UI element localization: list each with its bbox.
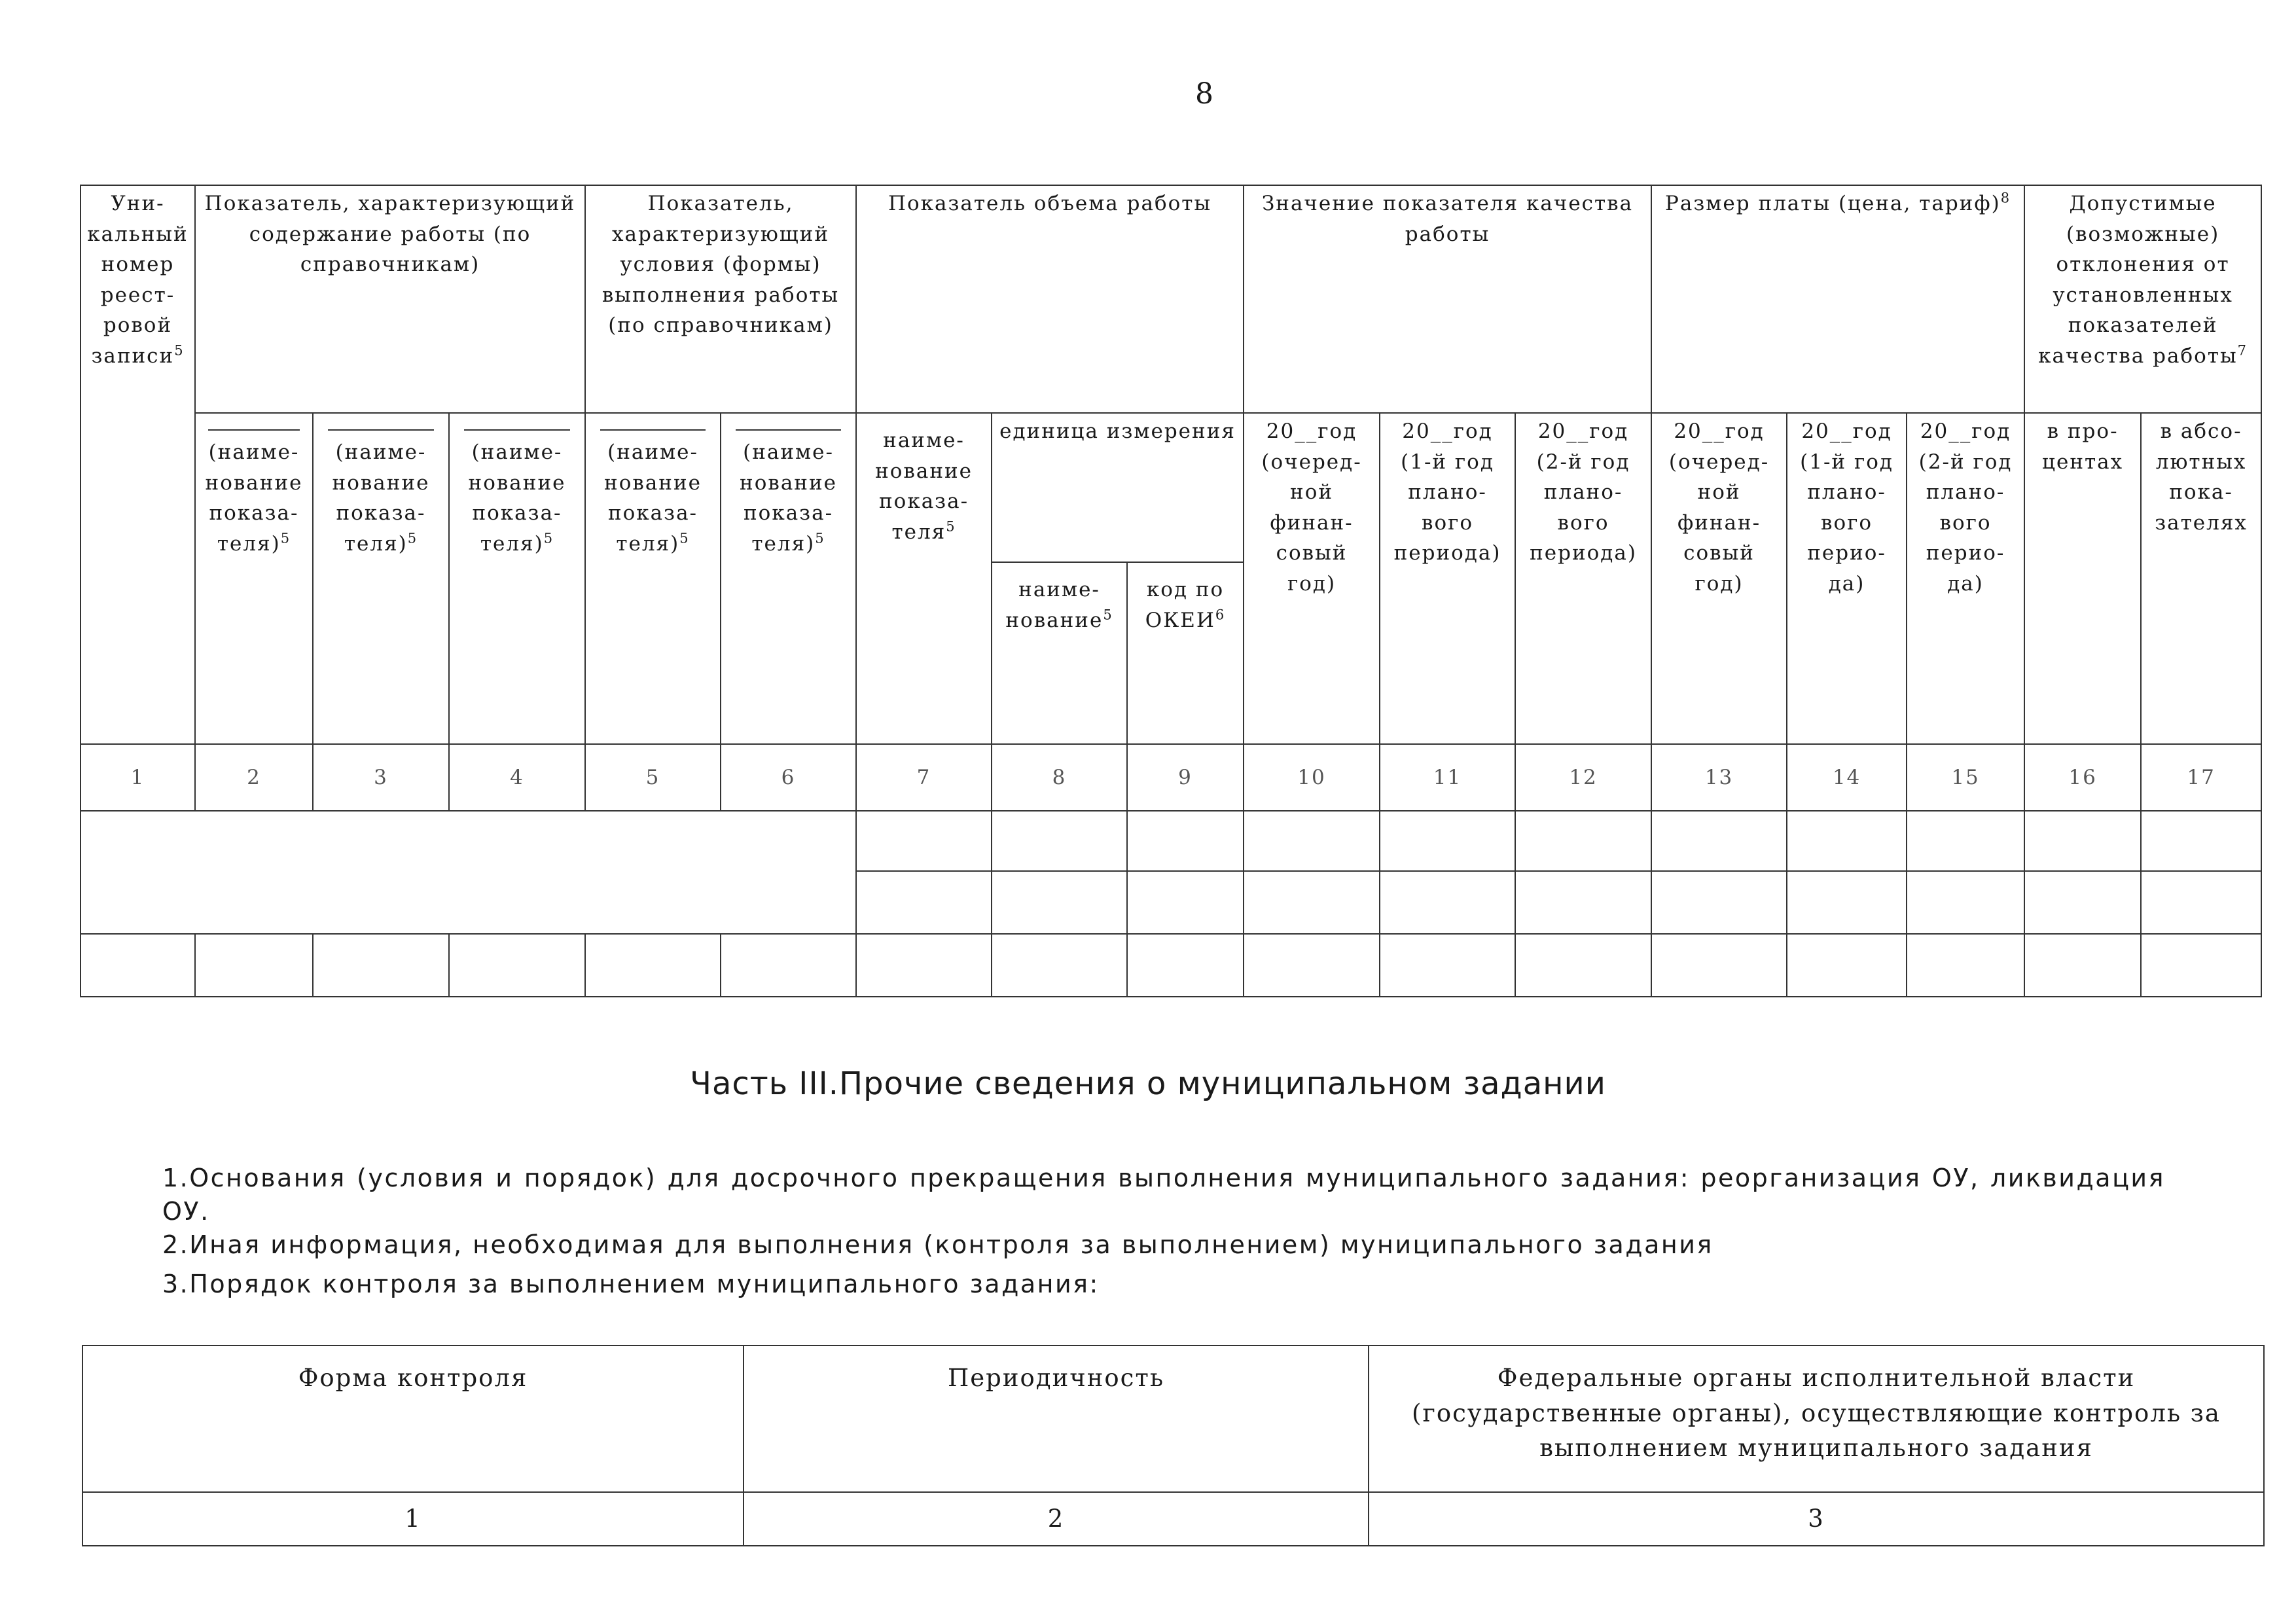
paragraph-control-procedure: 3.Порядок контроля за выполнением муниципального задания: xyxy=(162,1270,1100,1298)
header-deviation-percent: в про- центах xyxy=(2024,413,2141,744)
header-quality-year-2: 20__год (1-й год плано- вого периода) xyxy=(1380,413,1515,744)
header-indicator-name-4: (наиме- нование показа- теля)$^5$ xyxy=(585,413,721,744)
header-volume-indicator: Показатель объема работы xyxy=(856,185,1244,413)
column-number: 1 xyxy=(81,744,195,811)
column-number: 17 xyxy=(2141,744,2261,811)
header-volume-indicator-name: наиме- нование показа- теля$^5$ xyxy=(856,413,992,744)
header-unique-number: Уни- кальный номер реест- ровой записи$^5$ xyxy=(81,185,195,744)
column-number: 8 xyxy=(992,744,1127,811)
column-number: 12 xyxy=(1515,744,1651,811)
paragraph-other-info: 2.Иная информация, необходимая для выполнения (контроля за выполнением) муниципального задания xyxy=(162,1230,1713,1259)
control-authorities-header: Федеральные органы исполнительной власти (государственные органы), осуществляющие контроль за выполнением муниципального задания xyxy=(1369,1346,2264,1492)
header-quality-year-3: 20__год (2-й год плано- вого периода) xyxy=(1515,413,1651,744)
column-number: 9 xyxy=(1127,744,1244,811)
column-number: 3 xyxy=(1369,1492,2264,1546)
column-number: 4 xyxy=(449,744,585,811)
header-unit-name: наиме- нование$^5$ xyxy=(992,562,1127,744)
column-number: 1 xyxy=(82,1492,744,1546)
header-unit-of-measure: единица измерения xyxy=(992,413,1244,562)
header-deviation-absolute: в абсо- лютных пока- зателях xyxy=(2141,413,2261,744)
column-number-row xyxy=(81,744,2261,811)
work-quality-table xyxy=(80,185,2262,997)
column-number: 7 xyxy=(856,744,992,811)
table-row xyxy=(81,934,2261,997)
column-number: 5 xyxy=(585,744,721,811)
header-price-year-1: 20__год (очеред- ной финан- совый год) xyxy=(1651,413,1787,744)
empty-merged-cell xyxy=(81,811,856,934)
column-number: 16 xyxy=(2024,744,2141,811)
control-periodicity-header: Периодичность xyxy=(744,1346,1369,1492)
header-unit-okei-code: код по ОКЕИ$^6$ xyxy=(1127,562,1244,744)
header-price: Размер платы (цена, тариф)$^8$ xyxy=(1651,185,2024,413)
control-form-header: Форма контроля xyxy=(82,1346,744,1492)
header-indicator-name-3: (наиме- нование показа- теля)$^5$ xyxy=(449,413,585,744)
column-number: 3 xyxy=(313,744,449,811)
header-indicator-name-5: (наиме- нование показа- теля)$^5$ xyxy=(721,413,856,744)
column-number: 14 xyxy=(1787,744,1907,811)
column-number: 2 xyxy=(195,744,313,811)
header-indicator-name-1: (наиме- нование показа- теля)$^5$ xyxy=(195,413,313,744)
paragraph-termination-grounds: 1.Основания (условия и порядок) для досрочного прекращения выполнения муниципального задания: реорганизация ОУ, ликвидация ОУ. xyxy=(162,1164,2165,1226)
part-title: Часть III.Прочие сведения о муниципальном задании xyxy=(690,1065,1606,1102)
header-price-year-3: 20__год (2-й год плано- вого перио- да) xyxy=(1907,413,2024,744)
header-quality-year-1: 20__год (очеред- ной финан- совый год) xyxy=(1244,413,1380,744)
header-conditions-indicator: Показатель, характеризующий условия (формы) выполнения работы (по справочникам) xyxy=(585,185,856,413)
header-price-year-2: 20__год (1-й год плано- вого перио- да) xyxy=(1787,413,1907,744)
column-number: 15 xyxy=(1907,744,2024,811)
header-deviation: Допустимые (возможные) отклонения от установленных показателей качества работы$^7$ xyxy=(2024,185,2261,413)
column-number: 13 xyxy=(1651,744,1787,811)
header-quality-value: Значение показателя качества работы xyxy=(1244,185,1651,413)
header-content-indicator: Показатель, характеризующий содержание работы (по справочникам) xyxy=(195,185,585,413)
column-number: 11 xyxy=(1380,744,1515,811)
column-number: 2 xyxy=(744,1492,1369,1546)
column-number: 6 xyxy=(721,744,856,811)
table-row xyxy=(81,811,2261,871)
page-number: 8 xyxy=(1195,77,1213,111)
column-number: 10 xyxy=(1244,744,1380,811)
control-table xyxy=(82,1345,2265,1546)
header-indicator-name-2: (наиме- нование показа- теля)$^5$ xyxy=(313,413,449,744)
